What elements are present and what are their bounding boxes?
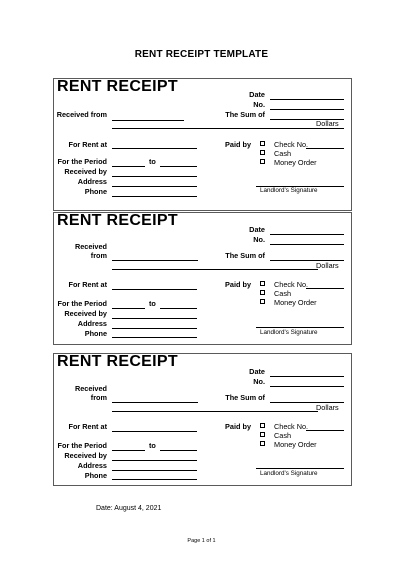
money-order-label: Money Order <box>274 440 317 449</box>
from-label: from <box>90 393 107 402</box>
no-field[interactable] <box>270 386 344 387</box>
received-by-field[interactable] <box>112 460 197 461</box>
cash-label: Cash <box>274 289 292 298</box>
address-label: Address <box>77 319 107 328</box>
cash-checkbox[interactable] <box>260 290 265 295</box>
money-order-checkbox[interactable] <box>260 441 265 446</box>
check-no-field[interactable] <box>306 288 344 289</box>
landlord-signature-field[interactable] <box>256 468 344 469</box>
for-rent-at-label: For Rent at <box>68 280 107 289</box>
received-from-field-2[interactable] <box>112 269 318 270</box>
received-label: Received <box>74 242 107 251</box>
page-number: Page 1 of 1 <box>187 538 216 544</box>
no-field[interactable] <box>270 109 344 110</box>
period-start-field[interactable] <box>112 450 145 451</box>
paid-by-label: Paid by <box>225 140 251 149</box>
for-rent-at-field[interactable] <box>112 148 197 149</box>
dollars-label: Dollars <box>316 119 339 128</box>
for-the-period-label: For the Period <box>57 441 107 450</box>
date-label: Date <box>249 367 265 376</box>
landlord-signature-label: Landlord's Signature <box>260 329 318 336</box>
cash-label: Cash <box>274 431 292 440</box>
received-from-field-2[interactable] <box>112 128 344 129</box>
landlord-signature-field[interactable] <box>256 327 344 328</box>
landlord-signature-label: Landlord's Signature <box>260 470 318 477</box>
landlord-signature-label: Landlord's Signature <box>260 187 318 194</box>
date-field[interactable] <box>270 234 344 235</box>
phone-field[interactable] <box>112 479 197 480</box>
address-field[interactable] <box>112 328 197 329</box>
received-from-field-2[interactable] <box>112 411 318 412</box>
period-to-label: to <box>149 299 156 308</box>
received-by-label: Received by <box>64 451 107 460</box>
received-from-field[interactable] <box>112 260 198 261</box>
period-to-label: to <box>149 157 156 166</box>
address-label: Address <box>77 177 107 186</box>
for-rent-at-label: For Rent at <box>68 140 107 149</box>
money-order-label: Money Order <box>274 158 317 167</box>
page-title: RENT RECEIPT TEMPLATE <box>134 49 269 60</box>
phone-label: Phone <box>84 187 107 196</box>
period-end-field[interactable] <box>160 166 197 167</box>
dollars-label: Dollars <box>316 403 339 412</box>
dollars-label: Dollars <box>316 261 339 270</box>
phone-label: Phone <box>84 471 107 480</box>
no-label: No. <box>253 377 265 386</box>
for-rent-at-field[interactable] <box>112 431 197 432</box>
for-rent-at-field[interactable] <box>112 289 197 290</box>
cash-checkbox[interactable] <box>260 150 265 155</box>
no-label: No. <box>253 235 265 244</box>
for-the-period-label: For the Period <box>57 299 107 308</box>
sum-of-label: The Sum of <box>225 393 265 402</box>
received-from-field[interactable] <box>112 402 198 403</box>
address-field[interactable] <box>112 470 197 471</box>
rent-receipt-1 <box>53 78 352 211</box>
date-field[interactable] <box>270 376 344 377</box>
from-label: from <box>90 251 107 260</box>
period-end-field[interactable] <box>160 450 197 451</box>
paid-by-label: Paid by <box>225 422 251 431</box>
document-date: Date: August 4, 2021 <box>96 505 162 512</box>
check-no-label: Check No. <box>274 140 309 149</box>
receipt-heading: RENT RECEIPT <box>57 212 178 229</box>
check-no-label: Check No. <box>274 422 309 431</box>
date-field[interactable] <box>270 99 344 100</box>
check-no-checkbox[interactable] <box>260 281 265 286</box>
phone-label: Phone <box>84 329 107 338</box>
for-rent-at-label: For Rent at <box>68 422 107 431</box>
date-label: Date <box>249 225 265 234</box>
receipt-heading: RENT RECEIPT <box>57 78 178 95</box>
sum-of-label: The Sum of <box>225 251 265 260</box>
phone-field[interactable] <box>112 196 197 197</box>
received-by-field[interactable] <box>112 176 197 177</box>
no-label: No. <box>253 100 265 109</box>
address-field[interactable] <box>112 186 197 187</box>
check-no-field[interactable] <box>306 430 344 431</box>
rent-receipt-2 <box>53 212 352 345</box>
sum-of-label: The Sum of <box>225 110 265 119</box>
check-no-checkbox[interactable] <box>260 141 265 146</box>
paid-by-label: Paid by <box>225 280 251 289</box>
money-order-checkbox[interactable] <box>260 299 265 304</box>
no-field[interactable] <box>270 244 344 245</box>
received-by-label: Received by <box>64 167 107 176</box>
check-no-field[interactable] <box>306 148 344 149</box>
address-label: Address <box>77 461 107 470</box>
cash-label: Cash <box>274 149 292 158</box>
for-the-period-label: For the Period <box>57 157 107 166</box>
period-to-label: to <box>149 441 156 450</box>
check-no-checkbox[interactable] <box>260 423 265 428</box>
phone-field[interactable] <box>112 337 197 338</box>
check-no-label: Check No. <box>274 280 309 289</box>
received-from-label: Received from <box>56 110 107 119</box>
received-label: Received <box>74 384 107 393</box>
date-label: Date <box>249 90 265 99</box>
received-from-field[interactable] <box>112 120 184 121</box>
period-start-field[interactable] <box>112 166 145 167</box>
received-by-field[interactable] <box>112 318 197 319</box>
period-start-field[interactable] <box>112 308 145 309</box>
received-by-label: Received by <box>64 309 107 318</box>
receipt-heading: RENT RECEIPT <box>57 353 178 370</box>
rent-receipt-3 <box>53 353 352 486</box>
money-order-checkbox[interactable] <box>260 159 265 164</box>
period-end-field[interactable] <box>160 308 197 309</box>
cash-checkbox[interactable] <box>260 432 265 437</box>
money-order-label: Money Order <box>274 298 317 307</box>
